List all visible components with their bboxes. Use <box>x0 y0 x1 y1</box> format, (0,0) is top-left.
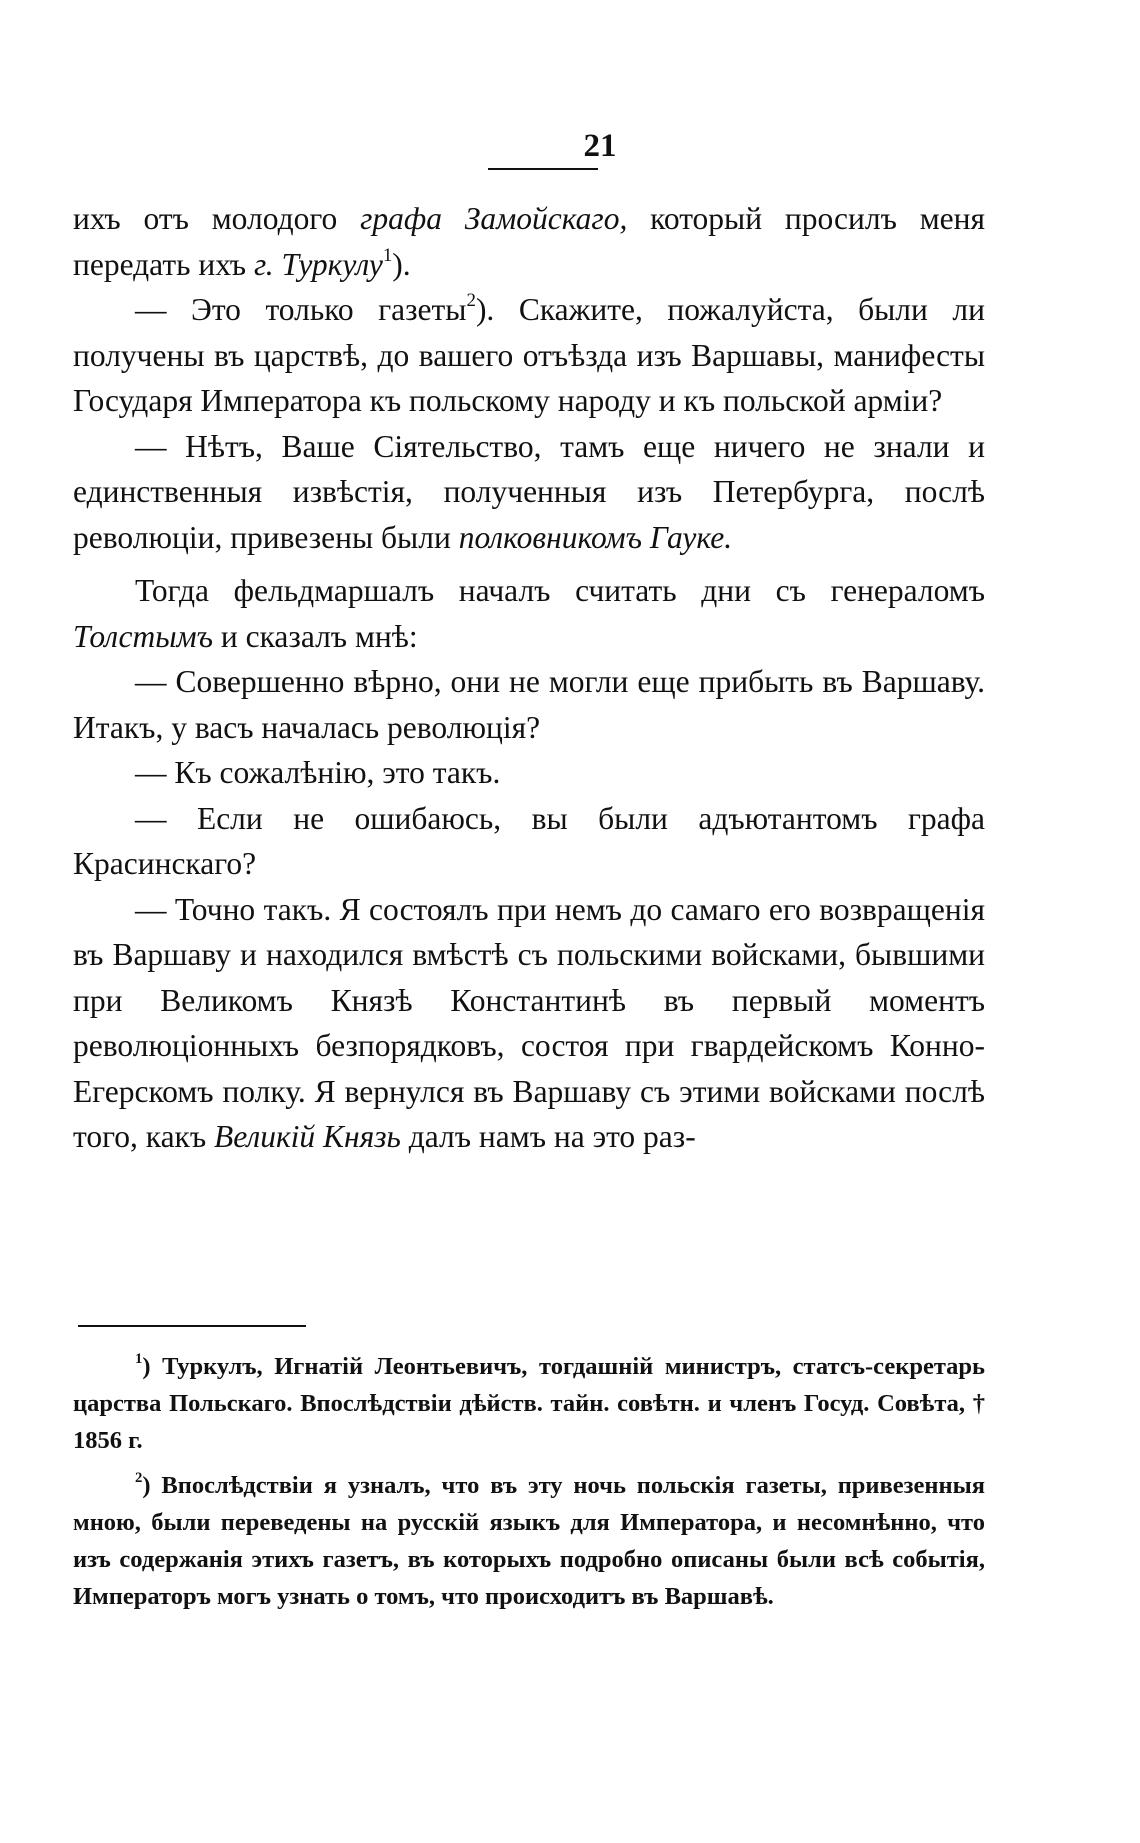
footnote-mark-1: 1 <box>135 1350 143 1367</box>
paragraph-8 <box>73 887 985 1160</box>
paragraph-2 <box>73 287 985 424</box>
footnote-text: ) Впослѣдствіи я узналъ, что въ эту ночь польскія газеты, привезенныя мною, были переведены на русскій языкъ для Императора, и несомнѣнно, что изъ содержанія этихъ газетъ, въ которыхъ подробно описаны были всѣ событія, Императоръ могъ узнать о томъ, что происходитъ въ Варшавѣ. <box>73 1472 985 1610</box>
italic-name: графа Замойскаго, <box>360 201 628 236</box>
paragraph-1 <box>73 196 985 287</box>
paragraph-3 <box>73 424 985 561</box>
italic-name: Толстымъ <box>73 618 213 654</box>
paragraph-4 <box>73 568 985 659</box>
italic-name: Великій Князь <box>214 1119 401 1154</box>
italic-name: полковникомъ Гауке. <box>458 519 733 555</box>
footnote-2 <box>73 1467 985 1615</box>
footnote-rule <box>78 1325 306 1327</box>
text-run: который просилъ меня передать ихъ <box>73 201 985 282</box>
text-run: и сказалъ мнѣ: <box>212 618 418 654</box>
page-number: 21 <box>583 128 617 164</box>
page-number-rule <box>488 168 598 170</box>
paragraph-5: — Совершенно вѣрно, они не могли еще прибыть въ Варшаву. Итакъ, у васъ началась революція? <box>73 664 985 745</box>
paragraph-7: — Если не ошибаюсь, вы были адъютантомъ графа Красинскаго? <box>73 800 985 881</box>
italic-name: г. Туркулу <box>253 246 383 282</box>
footnote-text: ) Туркулъ, Игнатій Леонтьевичъ, тогдашній министръ, статсъ-секретарь царства Польскаго. Впослѣдствіи дѣйств. тайн. совѣтн. и членъ Госуд. Совѣта, † 1856 г. <box>73 1353 985 1454</box>
text-run: — Это только газеты <box>135 292 467 327</box>
text-run: Тогда фельдмаршалъ началъ считать дни съ генераломъ <box>135 573 985 608</box>
paragraph-6: — Къ сожалѣнію, это такъ. <box>135 755 501 790</box>
footnote-ref-2: 2 <box>466 289 476 311</box>
text-run: — Точно такъ. Я состоялъ при немъ до самаго его возвращенія въ Варшаву и находился вмѣстѣ съ польскими войсками, бывшими при Великомъ Князѣ Константинѣ въ первый моментъ революціонныхъ безпорядковъ, состоя при гвардейскомъ Конно-Егерскомъ полку. Я вернулся въ Варшаву съ этими войсками послѣ того, какъ <box>73 891 985 1154</box>
footnotes <box>73 1348 985 1623</box>
text-run: — Нѣтъ, Ваше Сіятельство, тамъ еще ничего не знали и единственныя извѣстія, полученныя изъ Петербурга, послѣ революціи, привезены были <box>73 428 985 555</box>
footnote-ref-1: 1 <box>382 244 393 266</box>
text-run: ). <box>392 246 411 282</box>
main-text <box>73 196 985 1160</box>
footnote-1 <box>73 1348 985 1459</box>
footnote-mark-2: 2 <box>135 1469 143 1486</box>
text-run: далъ намъ на это раз- <box>400 1119 696 1154</box>
text-run: ). Скажите, пожалуйста, были ли получены въ царствѣ, до вашего отъѣзда изъ Варшавы, манифесты Государя Императора къ польскому народу и къ польской арміи? <box>73 292 985 418</box>
text-run: ихъ отъ молодого <box>73 201 361 236</box>
